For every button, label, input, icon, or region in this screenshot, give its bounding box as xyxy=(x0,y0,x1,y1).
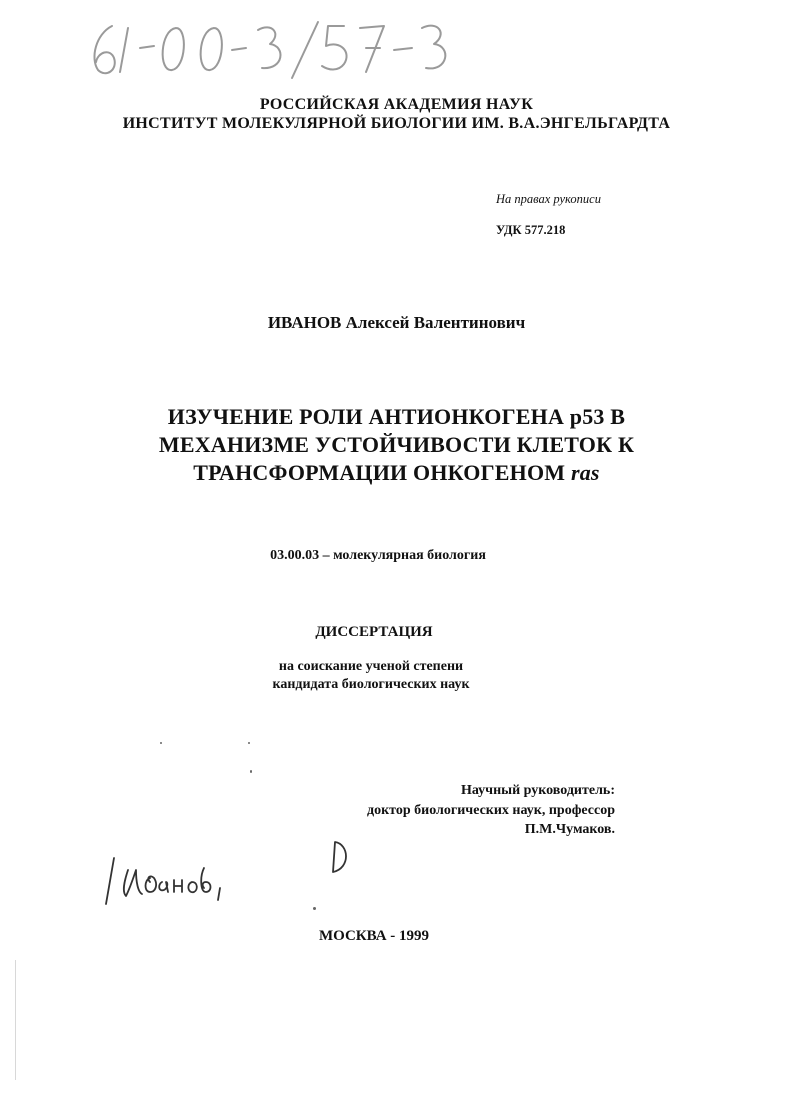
archive-number-handwriting xyxy=(82,8,462,84)
dissertation-degree-line-2: кандидата биологических наук xyxy=(272,677,470,692)
dissertation-label: ДИССЕРТАЦИЯ xyxy=(315,624,433,640)
scan-edge-line xyxy=(15,960,16,1080)
supervisor-label: Научный руководитель: xyxy=(461,783,615,798)
handwritten-d-mark-icon xyxy=(327,838,353,876)
author-signature xyxy=(100,848,240,908)
thesis-title-italic-ras: ras xyxy=(570,460,600,485)
scan-speck xyxy=(248,742,250,744)
institution-institute: ИНСТИТУТ МОЛЕКУЛЯРНОЙ БИОЛОГИИ ИМ. В.А.ЭНГЕЛЬГАРДТА xyxy=(122,115,671,132)
thesis-title-line-2: МЕХАНИЗМЕ УСТОЙЧИВОСТИ КЛЕТОК К xyxy=(158,432,635,457)
dissertation-degree-line-1: на соискание ученой степени xyxy=(278,659,464,674)
author-name: ИВАНОВ Алексей Валентинович xyxy=(267,313,526,332)
supervisor-title: доктор биологических наук, профессор xyxy=(367,803,615,818)
scan-speck xyxy=(160,742,162,744)
thesis-title-line-1: ИЗУЧЕНИЕ РОЛИ АНТИОНКОГЕНА p53 В xyxy=(167,404,626,429)
scan-speck xyxy=(313,907,316,910)
scan-speck xyxy=(250,770,252,773)
supervisor-name: П.М.Чумаков. xyxy=(524,822,615,837)
thesis-title-line-3 xyxy=(0,460,793,486)
city-year: МОСКВА - 1999 xyxy=(318,928,430,944)
manuscript-rights: На правах рукописи xyxy=(496,192,601,206)
specialty: 03.00.03 – молекулярная биология xyxy=(270,548,486,563)
thesis-title-line-3-main: ТРАНСФОРМАЦИИ ОНКОГЕНОМ xyxy=(193,460,571,485)
udc-code: УДК 577.218 xyxy=(496,223,566,237)
institution-academy: РОССИЙСКАЯ АКАДЕМИЯ НАУК xyxy=(259,96,534,113)
